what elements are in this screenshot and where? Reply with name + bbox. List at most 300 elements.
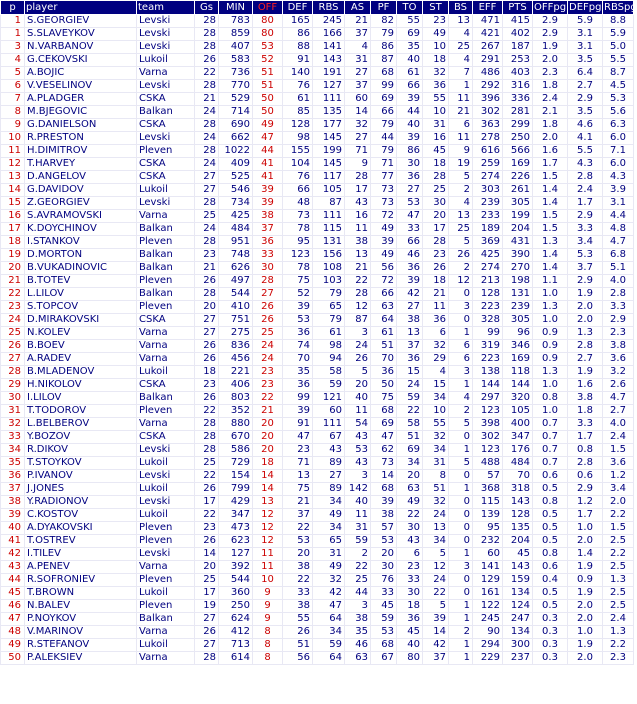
- cell-fouls: 86: [371, 41, 397, 54]
- cell-defpg: 1.7: [568, 509, 603, 522]
- cell-fouls: 39: [371, 496, 397, 509]
- cell-player[interactable]: A.PENEV: [25, 561, 137, 574]
- table-row: [1, 431, 634, 444]
- cell-rbspg: 4.0: [603, 275, 634, 288]
- cell-turnovers: 27: [397, 184, 423, 197]
- cell-rbspg: 1.5: [603, 444, 634, 457]
- cell-points: 316: [503, 80, 533, 93]
- cell-offpg: 0.9: [533, 340, 568, 353]
- cell-efficiency: 398: [473, 418, 503, 431]
- cell-def: 22: [283, 574, 313, 587]
- col-header-off[interactable]: OFF: [253, 1, 283, 15]
- cell-player[interactable]: Y.RADIONOV: [25, 496, 137, 509]
- cell-offpg: 0.5: [533, 522, 568, 535]
- cell-points: 199: [503, 210, 533, 223]
- cell-defpg: 1.8: [568, 405, 603, 418]
- cell-rank: 39: [1, 509, 25, 522]
- cell-games: 27: [195, 314, 219, 327]
- cell-fouls: 82: [371, 15, 397, 28]
- cell-player[interactable]: N.BALEV: [25, 600, 137, 613]
- cell-team: Pleven: [137, 405, 195, 418]
- cell-player[interactable]: C.KOSTOV: [25, 509, 137, 522]
- cell-turnovers: 61: [397, 67, 423, 80]
- cell-turnovers: 40: [397, 639, 423, 652]
- cell-games: 14: [195, 548, 219, 561]
- cell-player[interactable]: G.DAVIDOV: [25, 184, 137, 197]
- cell-efficiency: 229: [473, 652, 503, 665]
- cell-defpg: 2.9: [568, 210, 603, 223]
- cell-blocks: 26: [449, 249, 473, 262]
- cell-fouls: 53: [371, 535, 397, 548]
- col-header-fouls[interactable]: PF: [371, 1, 397, 15]
- cell-rbspg: 2.9: [603, 314, 634, 327]
- cell-player[interactable]: P.NOYKOV: [25, 613, 137, 626]
- cell-defpg: 3.4: [568, 236, 603, 249]
- cell-turnovers: 58: [397, 418, 423, 431]
- cell-player[interactable]: D.MORTON: [25, 249, 137, 262]
- cell-defpg: 5.5: [568, 145, 603, 158]
- cell-rank: 45: [1, 587, 25, 600]
- cell-assists: 87: [345, 314, 371, 327]
- cell-fouls: 67: [371, 652, 397, 665]
- col-header-efficiency[interactable]: EFF: [473, 1, 503, 15]
- cell-player[interactable]: L.BELBEROV: [25, 418, 137, 431]
- cell-rebounds: 108: [313, 262, 345, 275]
- cell-rebounds: 87: [313, 197, 345, 210]
- table-row: [1, 392, 634, 405]
- cell-assists: 3: [345, 470, 371, 483]
- cell-games: 26: [195, 392, 219, 405]
- cell-games: 27: [195, 184, 219, 197]
- cell-player[interactable]: T.STOYKOV: [25, 457, 137, 470]
- cell-player[interactable]: K.DOYCHINOV: [25, 223, 137, 236]
- cell-blocks: 1: [449, 327, 473, 340]
- cell-player[interactable]: B.VUKADINOVIC: [25, 262, 137, 275]
- cell-defpg: 2.9: [568, 93, 603, 106]
- cell-assists: 32: [345, 119, 371, 132]
- cell-team: Balkan: [137, 249, 195, 262]
- cell-blocks: 11: [449, 132, 473, 145]
- cell-fouls: 73: [371, 184, 397, 197]
- cell-player[interactable]: S.SLAVEYKOV: [25, 28, 137, 41]
- table-row: [1, 509, 634, 522]
- cell-steals: 24: [423, 574, 449, 587]
- col-header-games[interactable]: Gs: [195, 1, 219, 15]
- cell-rank: 27: [1, 353, 25, 366]
- cell-player[interactable]: G.CEKOVSKI: [25, 54, 137, 67]
- cell-rebounds: 60: [313, 405, 345, 418]
- cell-offpg: 0.7: [533, 444, 568, 457]
- cell-points: 134: [503, 587, 533, 600]
- cell-def: 91: [283, 418, 313, 431]
- cell-efficiency: 319: [473, 340, 503, 353]
- cell-offpg: 0.6: [533, 470, 568, 483]
- cell-rebounds: 98: [313, 340, 345, 353]
- cell-defpg: 6.4: [568, 67, 603, 80]
- cell-off: 11: [253, 561, 283, 574]
- cell-player[interactable]: I.STANKOV: [25, 236, 137, 249]
- cell-def: 36: [283, 379, 313, 392]
- cell-offpg: 0.8: [533, 548, 568, 561]
- cell-fouls: 87: [371, 54, 397, 67]
- cell-efficiency: 245: [473, 613, 503, 626]
- cell-player[interactable]: M.BJEGOVIC: [25, 106, 137, 119]
- cell-defpg: 2.8: [568, 171, 603, 184]
- cell-steals: 39: [423, 613, 449, 626]
- cell-steals: 23: [423, 249, 449, 262]
- cell-player[interactable]: A.PLADGER: [25, 93, 137, 106]
- cell-rebounds: 79: [313, 288, 345, 301]
- cell-player[interactable]: T.BROWN: [25, 587, 137, 600]
- cell-assists: 142: [345, 483, 371, 496]
- cell-player[interactable]: B.MLADENOV: [25, 366, 137, 379]
- cell-rbspg: 3.3: [603, 301, 634, 314]
- cell-rebounds: 89: [313, 457, 345, 470]
- cell-blocks: 0: [449, 470, 473, 483]
- cell-player[interactable]: J.JONES: [25, 483, 137, 496]
- cell-player[interactable]: D.MIRAKOVSKI: [25, 314, 137, 327]
- cell-efficiency: 233: [473, 210, 503, 223]
- cell-steals: 24: [423, 509, 449, 522]
- col-header-blocks[interactable]: BS: [449, 1, 473, 15]
- cell-steals: 25: [423, 184, 449, 197]
- cell-steals: 31: [423, 457, 449, 470]
- cell-player[interactable]: T.TODOROV: [25, 405, 137, 418]
- cell-efficiency: 368: [473, 483, 503, 496]
- cell-fouls: 69: [371, 418, 397, 431]
- cell-fouls: 49: [371, 249, 397, 262]
- cell-blocks: 0: [449, 496, 473, 509]
- table-row: [1, 301, 634, 314]
- cell-blocks: 2: [449, 626, 473, 639]
- cell-team: Varna: [137, 327, 195, 340]
- table-row: [1, 639, 634, 652]
- cell-off: 80: [253, 15, 283, 28]
- cell-blocks: 1: [449, 548, 473, 561]
- cell-off: 24: [253, 340, 283, 353]
- cell-points: 566: [503, 145, 533, 158]
- cell-fouls: 51: [371, 340, 397, 353]
- cell-player[interactable]: L.LILOV: [25, 288, 137, 301]
- cell-games: 26: [195, 483, 219, 496]
- cell-rebounds: 103: [313, 275, 345, 288]
- cell-defpg: 1.2: [568, 496, 603, 509]
- cell-points: 204: [503, 535, 533, 548]
- cell-minutes: 425: [219, 210, 253, 223]
- col-header-rbspg[interactable]: RBSpg: [604, 2, 637, 13]
- cell-points: 159: [503, 574, 533, 587]
- cell-player[interactable]: A.RADEV: [25, 353, 137, 366]
- cell-efficiency: 302: [473, 431, 503, 444]
- cell-rbspg: 2.5: [603, 535, 634, 548]
- cell-team: Pleven: [137, 535, 195, 548]
- cell-player[interactable]: T.OSTREV: [25, 535, 137, 548]
- cell-rank: 41: [1, 535, 25, 548]
- cell-minutes: 624: [219, 613, 253, 626]
- cell-minutes: 409: [219, 158, 253, 171]
- cell-off: 44: [253, 145, 283, 158]
- cell-player[interactable]: H.NIKOLOV: [25, 379, 137, 392]
- cell-turnovers: 55: [397, 15, 423, 28]
- cell-player[interactable]: Y.BOZOV: [25, 431, 137, 444]
- cell-rebounds: 34: [313, 626, 345, 639]
- cell-rank: 12: [1, 158, 25, 171]
- cell-team: CSKA: [137, 431, 195, 444]
- cell-minutes: 690: [219, 119, 253, 132]
- cell-assists: 17: [345, 184, 371, 197]
- cell-rank: 25: [1, 327, 25, 340]
- cell-turnovers: 40: [397, 119, 423, 132]
- cell-off: 26: [253, 301, 283, 314]
- cell-minutes: 626: [219, 262, 253, 275]
- cell-team: Lukoil: [137, 184, 195, 197]
- table-row: [1, 535, 634, 548]
- table-row: [1, 67, 634, 80]
- cell-player[interactable]: R.DIKOV: [25, 444, 137, 457]
- cell-defpg: 0.6: [568, 470, 603, 483]
- cell-player[interactable]: P.IVANOV: [25, 470, 137, 483]
- cell-team: Lukoil: [137, 639, 195, 652]
- cell-assists: 14: [345, 106, 371, 119]
- cell-minutes: 951: [219, 236, 253, 249]
- cell-defpg: 1.7: [568, 197, 603, 210]
- cell-assists: 5: [345, 366, 371, 379]
- cell-off: 50: [253, 106, 283, 119]
- col-header-minutes[interactable]: MIN: [219, 1, 253, 15]
- cell-games: 22: [195, 470, 219, 483]
- cell-steals: 32: [423, 431, 449, 444]
- cell-minutes: 748: [219, 249, 253, 262]
- cell-player[interactable]: N.VARBANOV: [25, 41, 137, 54]
- cell-off: 9: [253, 587, 283, 600]
- cell-off: 80: [253, 28, 283, 41]
- cell-player[interactable]: S.TOPCOV: [25, 301, 137, 314]
- table-row: [1, 28, 634, 41]
- cell-def: 91: [283, 54, 313, 67]
- cell-turnovers: 45: [397, 626, 423, 639]
- col-header-team[interactable]: team: [137, 1, 195, 15]
- cell-player[interactable]: R.SOFRONIEV: [25, 574, 137, 587]
- cell-player[interactable]: B.TOTEV: [25, 275, 137, 288]
- cell-defpg: 5.3: [568, 249, 603, 262]
- table-row: [1, 314, 634, 327]
- cell-assists: 22: [345, 561, 371, 574]
- cell-player[interactable]: Z.GEORGIEV: [25, 197, 137, 210]
- cell-points: 176: [503, 444, 533, 457]
- cell-rank: 33: [1, 431, 25, 444]
- cell-rebounds: 199: [313, 145, 345, 158]
- cell-rebounds: 59: [313, 639, 345, 652]
- cell-rebounds: 111: [313, 210, 345, 223]
- cell-player[interactable]: I.TILEV: [25, 548, 137, 561]
- cell-fouls: 30: [371, 561, 397, 574]
- cell-player[interactable]: I.LILOV: [25, 392, 137, 405]
- cell-fouls: 70: [371, 353, 397, 366]
- cell-blocks: 5: [449, 418, 473, 431]
- cell-rebounds: 64: [313, 652, 345, 665]
- cell-points: 187: [503, 41, 533, 54]
- cell-fouls: 47: [371, 431, 397, 444]
- cell-defpg: 1.9: [568, 587, 603, 600]
- cell-defpg: 2.8: [568, 457, 603, 470]
- cell-rebounds: 145: [313, 132, 345, 145]
- cell-def: 66: [283, 184, 313, 197]
- cell-steals: 15: [423, 379, 449, 392]
- cell-off: 12: [253, 535, 283, 548]
- cell-games: 28: [195, 41, 219, 54]
- cell-points: 118: [503, 366, 533, 379]
- cell-rbspg: 4.3: [603, 171, 634, 184]
- cell-team: CSKA: [137, 119, 195, 132]
- cell-games: 28: [195, 418, 219, 431]
- cell-rank: 29: [1, 379, 25, 392]
- cell-offpg: 1.5: [533, 171, 568, 184]
- col-header-turnovers[interactable]: TO: [397, 1, 423, 15]
- cell-steals: 32: [423, 340, 449, 353]
- cell-efficiency: 267: [473, 41, 503, 54]
- col-header-defpg[interactable]: DEFpg: [569, 2, 602, 13]
- cell-turnovers: 13: [397, 327, 423, 340]
- cell-player[interactable]: S.AVRAMOVSKI: [25, 210, 137, 223]
- col-header-player[interactable]: player: [25, 1, 137, 15]
- table-row: [1, 340, 634, 353]
- cell-off: 8: [253, 652, 283, 665]
- cell-defpg: 1.6: [568, 379, 603, 392]
- cell-rebounds: 49: [313, 561, 345, 574]
- cell-player[interactable]: R.STEFANOV: [25, 639, 137, 652]
- cell-assists: 31: [345, 522, 371, 535]
- cell-minutes: 770: [219, 80, 253, 93]
- cell-def: 26: [283, 626, 313, 639]
- cell-team: Varna: [137, 418, 195, 431]
- cell-games: 21: [195, 262, 219, 275]
- cell-defpg: 3.3: [568, 418, 603, 431]
- cell-def: 76: [283, 80, 313, 93]
- col-header-points[interactable]: PTS: [503, 1, 533, 15]
- cell-points: 134: [503, 626, 533, 639]
- cell-player[interactable]: N.KOLEV: [25, 327, 137, 340]
- cell-rank: 28: [1, 366, 25, 379]
- cell-minutes: 880: [219, 418, 253, 431]
- cell-blocks: 3: [449, 561, 473, 574]
- cell-player[interactable]: P.ALEKSIEV: [25, 652, 137, 665]
- cell-off: 37: [253, 223, 283, 236]
- cell-off: 50: [253, 93, 283, 106]
- cell-rank: 18: [1, 236, 25, 249]
- cell-minutes: 429: [219, 496, 253, 509]
- cell-blocks: 3: [449, 366, 473, 379]
- cell-assists: 27: [345, 132, 371, 145]
- cell-efficiency: 471: [473, 15, 503, 28]
- cell-player[interactable]: D.ANGELOV: [25, 171, 137, 184]
- cell-steals: 10: [423, 405, 449, 418]
- col-header-steals[interactable]: ST: [423, 1, 449, 15]
- cell-rank: 20: [1, 262, 25, 275]
- cell-def: 47: [283, 431, 313, 444]
- cell-games: 26: [195, 626, 219, 639]
- cell-player[interactable]: R.PRESTON: [25, 132, 137, 145]
- cell-def: 38: [283, 561, 313, 574]
- cell-blocks: 5: [449, 171, 473, 184]
- cell-games: 23: [195, 522, 219, 535]
- cell-rebounds: 32: [313, 574, 345, 587]
- cell-def: 78: [283, 262, 313, 275]
- cell-steals: 22: [423, 587, 449, 600]
- cell-assists: 35: [345, 626, 371, 639]
- table-row: [1, 548, 634, 561]
- cell-steals: 32: [423, 67, 449, 80]
- cell-player[interactable]: A.BOJIC: [25, 67, 137, 80]
- cell-offpg: 0.9: [533, 327, 568, 340]
- cell-team: Lukoil: [137, 587, 195, 600]
- cell-steals: 32: [423, 496, 449, 509]
- cell-points: 400: [503, 418, 533, 431]
- cell-def: 165: [283, 15, 313, 28]
- cell-off: 22: [253, 392, 283, 405]
- cell-efficiency: 274: [473, 262, 503, 275]
- cell-def: 140: [283, 67, 313, 80]
- cell-minutes: 525: [219, 171, 253, 184]
- table-row: [1, 522, 634, 535]
- cell-assists: 3: [345, 600, 371, 613]
- cell-team: Pleven: [137, 275, 195, 288]
- cell-defpg: 1.0: [568, 626, 603, 639]
- cell-turnovers: 30: [397, 587, 423, 600]
- cell-player[interactable]: G.DANIELSON: [25, 119, 137, 132]
- cell-blocks: 13: [449, 210, 473, 223]
- table-row: [1, 496, 634, 509]
- cell-player[interactable]: V.VESELINOV: [25, 80, 137, 93]
- cell-player[interactable]: B.BOEV: [25, 340, 137, 353]
- cell-player[interactable]: H.DIMITROV: [25, 145, 137, 158]
- cell-def: 35: [283, 366, 313, 379]
- table-row: [1, 652, 634, 665]
- cell-player[interactable]: V.MARINOV: [25, 626, 137, 639]
- cell-player[interactable]: T.HARVEY: [25, 158, 137, 171]
- col-header-rank[interactable]: p: [1, 1, 25, 15]
- cell-off: 23: [253, 366, 283, 379]
- col-header-offpg[interactable]: OFFpg: [534, 2, 567, 13]
- cell-rank: 17: [1, 223, 25, 236]
- cell-turnovers: 20: [397, 470, 423, 483]
- cell-blocks: 0: [449, 587, 473, 600]
- cell-minutes: 1022: [219, 145, 253, 158]
- cell-points: 484: [503, 457, 533, 470]
- col-header-assists[interactable]: AS: [345, 1, 371, 15]
- cell-efficiency: 129: [473, 574, 503, 587]
- cell-defpg: 1.9: [568, 561, 603, 574]
- col-header-def[interactable]: DEF: [283, 1, 313, 15]
- cell-turnovers: 66: [397, 236, 423, 249]
- cell-team: Pleven: [137, 145, 195, 158]
- header-row: [1, 1, 634, 15]
- cell-blocks: 7: [449, 67, 473, 80]
- cell-player[interactable]: S.GEORGIEV: [25, 15, 137, 28]
- cell-assists: 11: [345, 509, 371, 522]
- col-header-rebounds[interactable]: RBS: [313, 1, 345, 15]
- cell-off: 53: [253, 41, 283, 54]
- cell-blocks: 1: [449, 379, 473, 392]
- cell-team: Levski: [137, 28, 195, 41]
- cell-blocks: 6: [449, 353, 473, 366]
- cell-steals: 51: [423, 483, 449, 496]
- cell-assists: 26: [345, 353, 371, 366]
- cell-defpg: 1.4: [568, 548, 603, 561]
- cell-fouls: 57: [371, 522, 397, 535]
- cell-games: 24: [195, 106, 219, 119]
- cell-minutes: 670: [219, 431, 253, 444]
- cell-player[interactable]: A.DYAKOVSKI: [25, 522, 137, 535]
